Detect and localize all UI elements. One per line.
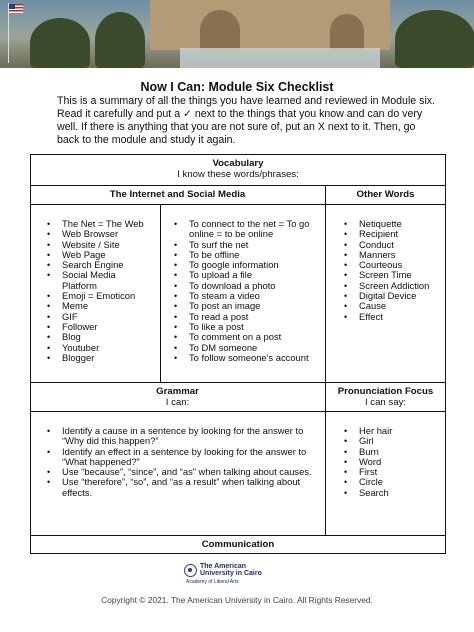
internet-words-list-2 [171,219,323,363]
list-item: • Social Media Platform [44,270,134,291]
vocabulary-subheading: I know these words/phrases: [177,169,299,180]
list-item: • To DM someone [171,343,323,353]
list-item: • Emoji = Emoticon [44,291,156,301]
list-item: • Her hair [341,426,445,436]
grammar-list [44,426,316,498]
list-item: • Blogger [44,353,156,363]
list-item: • Web Browser [44,229,156,239]
list-item: • Circle [341,477,445,487]
list-item: • Youtuber [44,343,156,353]
list-item: • Recipient [341,229,445,239]
copyright-footer: Copyright © 2021. The American University in Cairo. All Rights Reserved. [101,595,373,605]
flag-icon [9,4,23,13]
intro-paragraph: This is a summary of all the things you have learned and reviewed in Module six. Read it carefully and put a ✓ next to the things that you know and can do very well. If there is anything that you are not sure of, put an X next to it. Then, go back to the module and study it again. [57,95,436,146]
list-item: • Effect [341,312,445,322]
logo-line-1: The American [200,563,247,570]
internet-words-list-1 [44,219,156,363]
list-item: • Screen Addiction [341,281,445,291]
list-item: • To upload a file [171,270,323,280]
list-item: • To read a post [171,312,323,322]
list-item: • Manners [341,250,445,260]
auc-logo [184,563,294,587]
list-item: • Website / Site [44,240,156,250]
list-item: • Digital Device [341,291,445,301]
vocabulary-header [30,158,446,180]
list-item: • Use “therefore”, “so”, and “as a result” when talking about effects. [44,477,316,498]
grammar-header [30,386,325,408]
communication-heading: Communication [201,539,275,550]
logo-line-3: Academy of Liberal Arts [186,579,239,585]
pronunciation-heading: Pronunciation Focus [337,386,434,397]
list-item: • Conduct [341,240,445,250]
list-item: • Screen Time [341,270,445,280]
list-item: • Search Engine [44,260,156,270]
list-item: • Girl [341,436,445,446]
list-item: • To steam a video [171,291,323,301]
list-item: • To be offline [171,250,323,260]
list-item: • Netiquette [341,219,445,229]
list-item: • Web Page [44,250,156,260]
pronunciation-list [341,426,445,498]
list-item: • To connect to the net = To go online = to be online [171,219,323,240]
list-item: • To post an image [171,301,323,311]
list-item: • Burn [341,447,445,457]
page-title: Now I Can: Module Six Checklist [140,80,334,94]
list-item: • Search [341,488,445,498]
list-item: • The Net = The Web [44,219,156,229]
list-item: • Word [341,457,445,467]
grammar-subheading: I can: [165,397,190,408]
list-item: • To surf the net [171,240,323,250]
list-item: • Courteous [341,260,445,270]
list-item: • To follow someone's account [171,353,323,363]
list-item: • To like a post [171,322,323,332]
auc-emblem-icon [184,564,197,577]
list-item: • First [341,467,445,477]
list-item: • To google information [171,260,323,270]
list-item: • Identify a cause in a sentence by looking for the answer to “Why did this happen?” [44,426,316,447]
list-item: • Blog [44,332,156,342]
list-item: • To comment on a post [171,332,323,342]
list-item: • Identify an effect in a sentence by looking for the answer to “What happened?” [44,447,316,468]
list-item: • To download a photo [171,281,323,291]
list-item: • Meme [44,301,156,311]
logo-line-2: University in Cairo [200,570,262,577]
list-item: • Follower [44,322,156,332]
internet-heading: The Internet and Social Media [109,189,246,200]
list-item: • Cause [341,301,445,311]
other-words-list [341,219,445,322]
vocabulary-heading: Vocabulary [212,158,264,169]
pronunciation-header [325,386,446,408]
grammar-heading: Grammar [156,386,199,397]
campus-photo [0,0,474,68]
list-item: • Use “because”, “since”, and “as” when talking about causes. [44,467,316,477]
pronunciation-subheading: I can say: [364,397,407,408]
other-words-heading: Other Words [356,189,415,200]
list-item: • GIF [44,312,156,322]
